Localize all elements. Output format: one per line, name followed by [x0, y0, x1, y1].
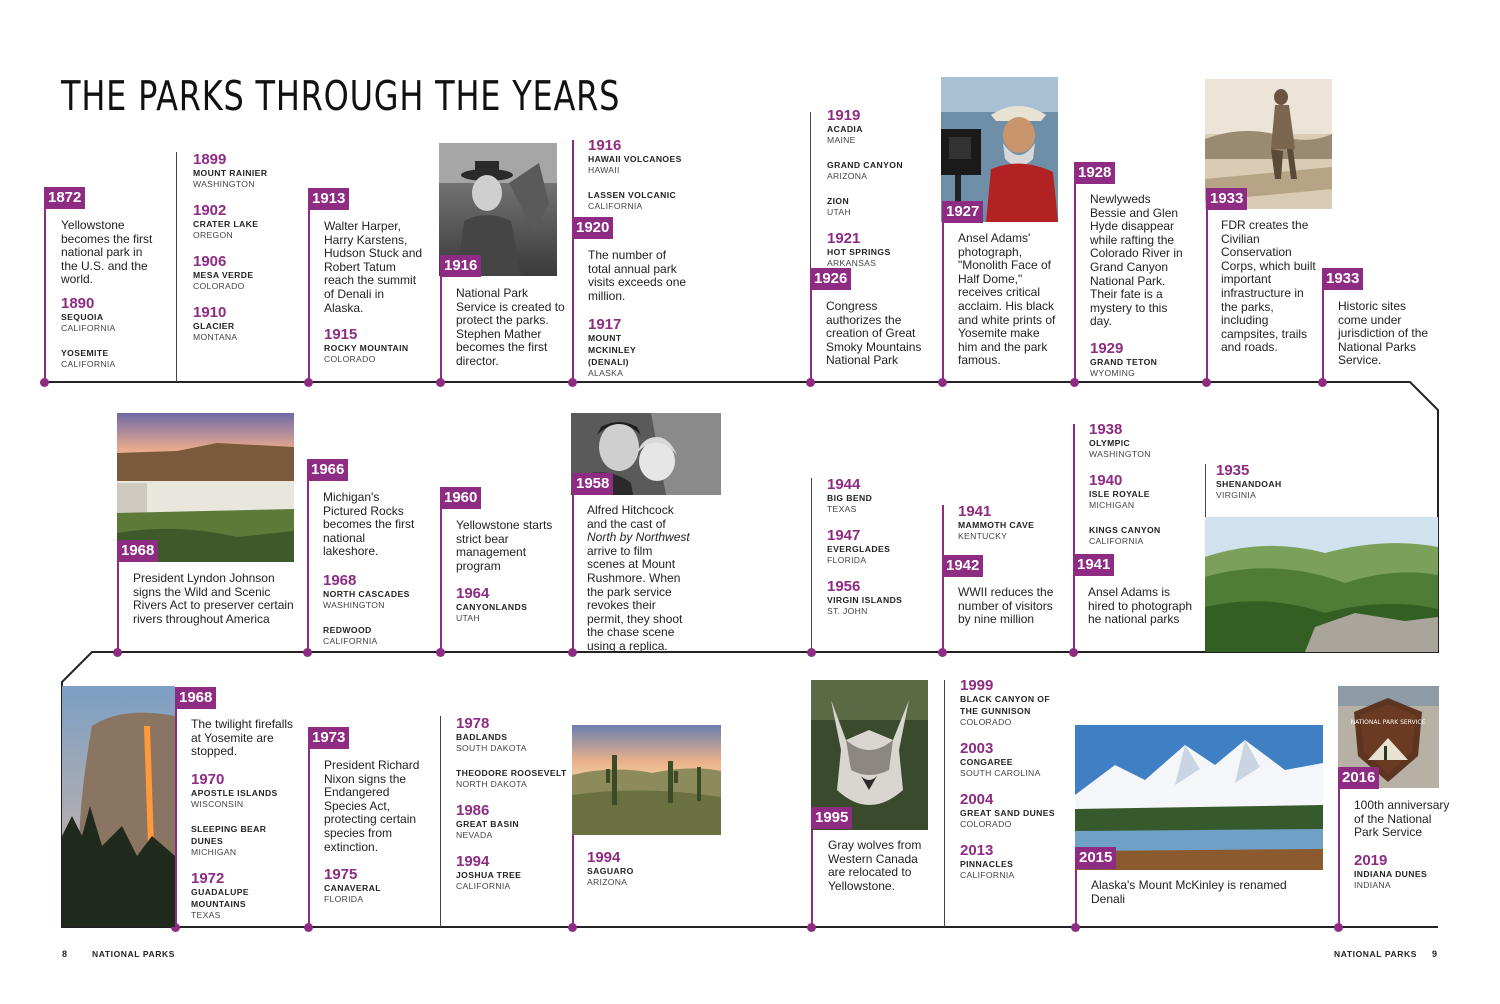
- timeline-tick: [1206, 190, 1208, 382]
- park-state: CALIFORNIA: [61, 358, 116, 369]
- park-state: CALIFORNIA: [456, 881, 511, 891]
- timeline-entry-1999: [960, 678, 1060, 885]
- park-name: GRAND TETON: [1090, 356, 1158, 367]
- timeline-dot: [436, 378, 445, 387]
- timeline-entry-1941-parks: [958, 504, 1086, 546]
- timeline-entry-1968-rivers: [133, 569, 303, 626]
- timeline-entry-1994-saguaro: [587, 850, 715, 892]
- event-text: FDR creates the Civilian Conservation Corps, which built important infrastructure in the parks, including campsites, trails and roads.: [1221, 218, 1316, 355]
- timeline-entry-1926: [826, 297, 931, 368]
- park-state: MAINE: [827, 135, 856, 145]
- park-name: BADLANDS: [456, 732, 508, 742]
- year-label: 1890: [61, 294, 95, 312]
- event-text: Ansel Adams' photograph, "Monolith Face of Half Dome," receives critical acclaim. His black and white prints of Yosemite make him and the park famous.: [958, 231, 1056, 368]
- timeline-divider: [440, 716, 441, 927]
- timeline-entry-1944: [827, 477, 955, 621]
- park-state: WASHINGTON: [193, 179, 255, 189]
- timeline-entry-2016: [1354, 796, 1454, 895]
- park-state: WASHINGTON: [1089, 449, 1151, 459]
- park-state: WASHINGTON: [323, 599, 385, 610]
- park-state: ARIZONA: [827, 171, 868, 181]
- event-text: Alfred Hitchcock and the cast of North by Northwest arrive to film scenes at Mount Rushmore. When the park service revokes their permit, they shoot the chase scene using a replica.: [587, 503, 690, 653]
- timeline-dot: [807, 923, 816, 932]
- year-badge: 1973: [308, 727, 349, 749]
- year-label: 1910: [193, 304, 227, 321]
- timeline-entry-1899: [193, 152, 321, 347]
- park-state: NEVADA: [456, 830, 493, 840]
- timeline-dot: [938, 378, 947, 387]
- year-badge: 1968: [175, 687, 216, 709]
- event-text: President Richard Nixon signs the Endangered Species Act, protecting certain species from extinction.: [324, 758, 420, 854]
- park-state: SOUTH CAROLINA: [960, 768, 1041, 778]
- park-name: GREAT SAND DUNES: [960, 808, 1056, 818]
- event-text: The twilight firefalls at Yosemite are stopped.: [191, 717, 294, 759]
- park-name: MOUNT MCKINLEY (DENALI): [588, 333, 636, 368]
- park-state: COLORADO: [960, 819, 1012, 829]
- timeline-entry-1933-ccc: [1221, 216, 1316, 355]
- year-badge: 2016: [1338, 767, 1379, 789]
- year-label: 1964: [456, 585, 490, 603]
- timeline-dot: [568, 378, 577, 387]
- event-text: Michigan's Pictured Rocks becomes the first national lakeshore.: [323, 490, 415, 559]
- timeline-entry-1872: [61, 216, 161, 374]
- timeline-divider: [810, 112, 811, 272]
- park-name: GRAND CANYON: [827, 160, 903, 170]
- event-text: Yellowstone becomes the first national park in the U.S. and the world.: [61, 218, 153, 287]
- timeline-dot: [1202, 378, 1211, 387]
- park-name: SEQUOIA: [61, 311, 104, 322]
- timeline-dot: [1318, 378, 1327, 387]
- park-state: KENTUCKY: [958, 531, 1008, 541]
- park-state: NORTH DAKOTA: [456, 779, 528, 789]
- year-badge: 1920: [572, 217, 613, 239]
- year-label: 1986: [456, 802, 490, 819]
- timeline-dot: [304, 378, 313, 387]
- event-text: WWII reduces the number of visitors by nine million: [958, 585, 1054, 627]
- timeline-entry-1920: [588, 246, 688, 383]
- timeline-entry-2015: [1091, 876, 1306, 906]
- page-title: THE PARKS THROUGH THE YEARS: [61, 72, 621, 120]
- year-label: 1902: [193, 202, 227, 219]
- event-text: Gray wolves from Western Canada are relocated to Yellowstone.: [828, 838, 922, 893]
- timeline-entry-1941: [1088, 583, 1198, 627]
- timeline-dot: [304, 923, 313, 932]
- park-name: OLYMPIC: [1089, 438, 1131, 448]
- park-name: VIRGIN ISLANDS: [827, 595, 903, 605]
- park-name: EVERGLADES: [827, 544, 891, 554]
- timeline-tick: [440, 488, 442, 652]
- year-badge: 1966: [307, 459, 348, 481]
- park-state: WYOMING: [1090, 367, 1136, 378]
- park-name: HOT SPRINGS: [827, 247, 891, 257]
- park-name: SHENANDOAH: [1216, 479, 1282, 489]
- year-label: 1956: [827, 578, 861, 595]
- event-text: Ansel Adams is hired to photograph he national parks: [1088, 585, 1193, 627]
- year-label: 1999: [960, 677, 994, 694]
- park-state: UTAH: [456, 613, 480, 624]
- timeline-dot: [1069, 648, 1078, 657]
- timeline-divider: [176, 152, 177, 382]
- timeline-dot: [938, 648, 947, 657]
- park-name: ROCKY MOUNTAIN: [324, 343, 409, 354]
- park-name: SAGUARO: [587, 866, 634, 876]
- park-name: HAWAII VOLCANOES: [588, 154, 682, 164]
- park-state: TEXAS: [827, 504, 857, 514]
- timeline-dot: [1071, 923, 1080, 932]
- year-badge: 1926: [810, 268, 851, 290]
- year-label: 1944: [827, 476, 861, 493]
- timeline-entry-1928: [1090, 190, 1190, 383]
- park-name: CRATER LAKE: [193, 219, 259, 229]
- park-name: BIG BEND: [827, 493, 873, 503]
- timeline-entry-1966: [323, 488, 423, 651]
- park-name: GREAT BASIN: [456, 819, 519, 829]
- park-state: COLORADO: [193, 281, 245, 291]
- timeline-dot: [303, 648, 312, 657]
- year-label: 1919: [827, 107, 861, 124]
- year-label: 1978: [456, 715, 490, 732]
- park-name: GUADALUPE MOUNTAINS: [191, 886, 250, 909]
- year-label: 2004: [960, 791, 994, 808]
- park-state: CALIFORNIA: [960, 870, 1015, 880]
- park-name: LASSEN VOLCANIC: [588, 190, 677, 200]
- year-label: 1947: [827, 527, 861, 544]
- photo-firefall: [62, 686, 175, 927]
- year-badge: 1916: [440, 255, 481, 277]
- timeline-tick: [44, 196, 46, 382]
- year-label: 1994: [587, 849, 621, 866]
- park-name: CANYONLANDS: [456, 602, 528, 613]
- park-name: ZION: [827, 196, 850, 206]
- park-state: HAWAII: [588, 165, 620, 175]
- park-name: MESA VERDE: [193, 270, 254, 280]
- park-state: INDIANA: [1354, 879, 1391, 890]
- park-state: CALIFORNIA: [1089, 536, 1144, 546]
- timeline-dot: [568, 648, 577, 657]
- year-badge: 1927: [942, 201, 983, 223]
- year-badge: 1872: [44, 187, 85, 209]
- park-state: CALIFORNIA: [323, 635, 378, 646]
- event-text: National Park Service is created to protect the parks. Stephen Mather becomes the first director.: [456, 286, 565, 368]
- timeline-dot: [436, 648, 445, 657]
- year-label: 1938: [1089, 421, 1123, 438]
- park-state: WISCONSIN: [191, 798, 244, 809]
- park-state: CALIFORNIA: [588, 201, 643, 211]
- park-state: CALIFORNIA: [61, 322, 116, 333]
- page-number-right: 9: [1432, 949, 1438, 959]
- timeline-dot: [1070, 378, 1079, 387]
- year-label: 1899: [193, 151, 227, 168]
- park-state: FLORIDA: [324, 894, 364, 905]
- park-state: OREGON: [193, 230, 233, 240]
- event-text: Walter Harper, Harry Karstens, Hudson Stuck and Robert Tatum reach the summit of Denali in Alaska.: [324, 219, 423, 315]
- timeline-tick: [175, 688, 177, 927]
- timeline-entry-1919: [827, 108, 955, 273]
- year-label: 1972: [191, 869, 225, 887]
- park-name: APOSTLE ISLANDS: [191, 787, 278, 798]
- park-state: COLORADO: [960, 717, 1012, 727]
- timeline-entry-1933-historic: [1338, 297, 1438, 368]
- park-name: INDIANA DUNES: [1354, 868, 1428, 879]
- timeline-tick: [308, 728, 310, 927]
- year-label: 1994: [456, 853, 490, 870]
- park-state: ARKANSAS: [827, 258, 877, 268]
- year-badge: 1960: [440, 487, 481, 509]
- timeline-entry-1927: [958, 229, 1058, 368]
- timeline-dot: [1334, 923, 1343, 932]
- park-name: ACADIA: [827, 124, 863, 134]
- year-label: 1941: [958, 503, 992, 520]
- timeline-entry-1942: [958, 583, 1063, 627]
- park-name: NORTH CASCADES: [323, 588, 410, 599]
- timeline-entry-1960: [456, 516, 556, 628]
- event-text: Historic sites come under jurisdiction of the National Parks Service.: [1338, 299, 1429, 368]
- year-badge: 1942: [942, 555, 983, 577]
- park-state: ARIZONA: [587, 877, 628, 887]
- timeline-entry-1968-firefall: [191, 715, 301, 925]
- footer-right-label: NATIONAL PARKS: [1334, 949, 1418, 959]
- park-state: MONTANA: [193, 332, 238, 342]
- year-label: 1906: [193, 253, 227, 270]
- park-state: MICHIGAN: [191, 846, 237, 857]
- park-state: SOUTH DAKOTA: [456, 743, 527, 753]
- event-text: 100th anniversary of the National Park Service: [1354, 798, 1450, 840]
- year-label: 2013: [960, 842, 994, 859]
- park-name: CANAVERAL: [324, 883, 381, 894]
- year-label: 2019: [1354, 851, 1388, 869]
- park-state: FLORIDA: [827, 555, 867, 565]
- event-text: Congress authorizes the creation of Great Smoky Mountains National Park: [826, 299, 922, 368]
- timeline-dot: [568, 923, 577, 932]
- timeline-divider: [944, 680, 945, 927]
- timeline-entry-1935: [1216, 463, 1344, 505]
- year-label: 1940: [1089, 472, 1123, 489]
- event-text: Alaska's Mount McKinley is renamed Denali: [1091, 878, 1287, 906]
- year-label: 1917: [588, 316, 622, 334]
- year-label: 1921: [827, 230, 861, 247]
- photo-shenandoah: [1205, 517, 1438, 652]
- timeline-entry-1938-parks: [1089, 422, 1217, 551]
- timeline-entry-1913: [324, 217, 424, 369]
- timeline-entry-1916-parks: [588, 138, 716, 216]
- park-name: REDWOOD: [323, 624, 372, 635]
- year-badge: 2015: [1075, 847, 1116, 869]
- park-name: KINGS CANYON: [1089, 525, 1161, 535]
- park-state: VIRGINIA: [1216, 490, 1257, 500]
- park-state: MICHIGAN: [1089, 500, 1135, 510]
- timeline-entry-1958: [587, 501, 692, 654]
- event-text: The number of total annual park visits exceeds one million.: [588, 248, 687, 303]
- timeline-tick: [572, 474, 574, 652]
- park-name: SLEEPING BEAR DUNES: [191, 823, 267, 846]
- park-name: MAMMOTH CAVE: [958, 520, 1035, 530]
- year-label: 1929: [1090, 339, 1124, 357]
- year-label: 1968: [323, 571, 357, 589]
- page-number-left: 8: [62, 949, 68, 959]
- year-badge: 1913: [308, 188, 349, 210]
- park-name: PINNACLES: [960, 859, 1014, 869]
- timeline-tick: [572, 140, 574, 382]
- timeline-dot: [113, 648, 122, 657]
- timeline-dot: [40, 378, 49, 387]
- nps-sign-text: NATIONAL PARK SERVICE: [1350, 719, 1426, 726]
- park-state: COLORADO: [324, 354, 376, 365]
- park-state: TEXAS: [191, 909, 221, 920]
- year-badge: 1933: [1322, 268, 1363, 290]
- timeline-tick: [1338, 768, 1340, 927]
- event-text: Yellowstone starts strict bear management program: [456, 518, 553, 573]
- timeline-tick: [307, 460, 309, 652]
- photo-saguaro: [572, 725, 721, 835]
- year-badge: 1958: [572, 473, 613, 495]
- timeline-dot: [806, 378, 815, 387]
- year-badge: 1941: [1073, 554, 1114, 576]
- year-label: 2003: [960, 740, 994, 757]
- park-name: CONGAREE: [960, 757, 1013, 767]
- year-label: 1975: [324, 866, 358, 884]
- timeline-dot: [807, 648, 816, 657]
- event-text: President Lyndon Johnson signs the Wild and Scenic Rivers Act to preserver certain rivers throughout America: [133, 571, 294, 626]
- park-name: JOSHUA TREE: [456, 870, 522, 880]
- park-state: ST. JOHN: [827, 606, 868, 616]
- footer-left-label: NATIONAL PARKS: [92, 949, 176, 959]
- timeline-entry-1916: [456, 284, 566, 369]
- park-name: ISLE ROYALE: [1089, 489, 1150, 499]
- park-name: BLACK CANYON OF THE GUNNISON: [960, 694, 1051, 716]
- year-label: 1915: [324, 326, 358, 344]
- timeline-entry-1973: [324, 756, 424, 909]
- park-name: MOUNT RAINIER: [193, 168, 268, 178]
- park-name: YOSEMITE: [61, 347, 109, 358]
- park-state: UTAH: [827, 207, 851, 217]
- year-badge: 1968: [117, 540, 158, 562]
- year-label: 1970: [191, 770, 225, 788]
- timeline-entry-1995: [828, 836, 928, 893]
- timeline-divider: [811, 478, 812, 652]
- year-badge: 1928: [1074, 162, 1115, 184]
- event-text: Newlyweds Bessie and Glen Hyde disappear while rafting the Colorado River in Grand Canyon National Park. Their fate is a mystery to this day.: [1090, 192, 1183, 329]
- year-badge: 1933: [1206, 188, 1247, 210]
- timeline-entry-1978: [456, 716, 584, 896]
- timeline-tick: [1074, 164, 1076, 382]
- park-name: THEODORE ROOSEVELT: [456, 768, 567, 778]
- park-state: ALASKA: [588, 368, 624, 379]
- year-badge: 1995: [811, 807, 852, 829]
- year-label: 1916: [588, 137, 622, 154]
- year-label: 1935: [1216, 462, 1250, 479]
- park-name: GLACIER: [193, 321, 235, 331]
